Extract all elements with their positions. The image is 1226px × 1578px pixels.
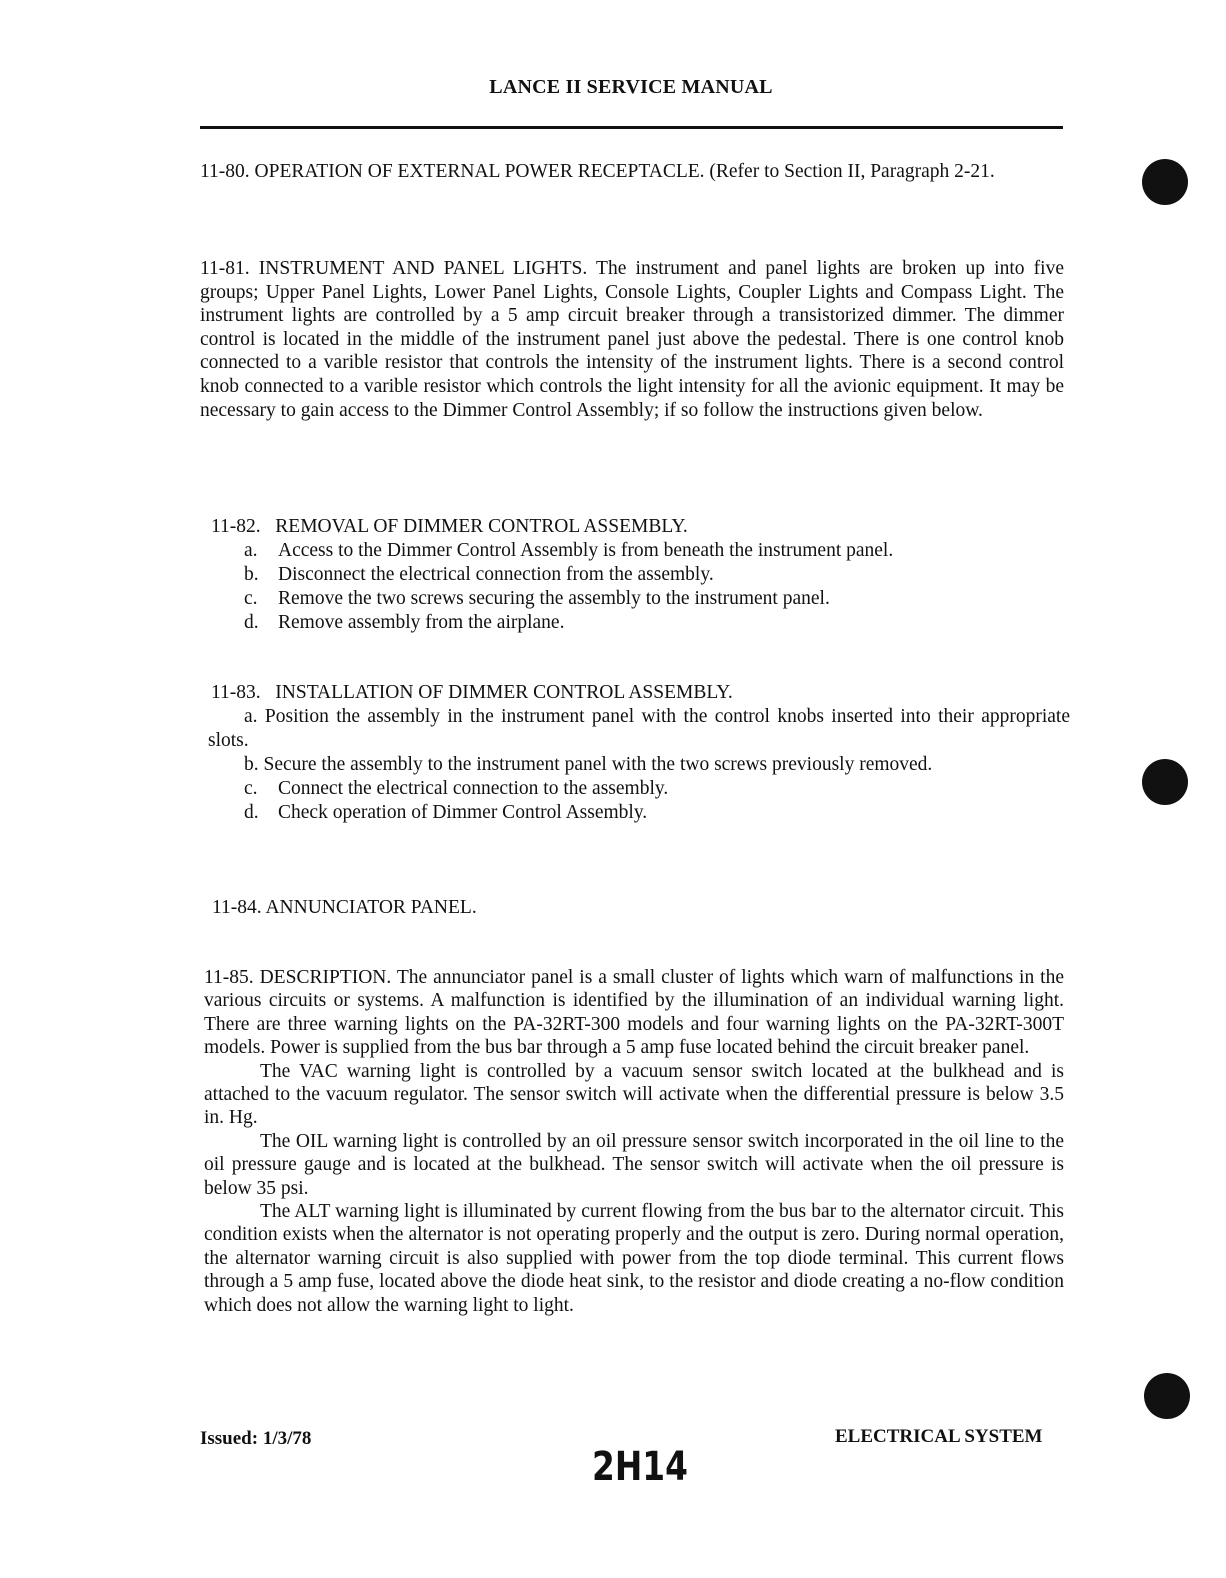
- step-label: b.: [244, 564, 259, 585]
- install-step-a: a. Position the assembly in the instrument panel with the control knobs inserted into their appropriate slots.: [208, 706, 1070, 751]
- footer-issued-date: Issued: 1/3/78: [200, 1428, 312, 1449]
- footer-fiche-number: 2H14: [592, 1444, 688, 1490]
- list-item: [244, 611, 1071, 635]
- removal-steps-list: [244, 539, 1071, 635]
- install-steps-list: [244, 777, 1070, 825]
- step-text: Connect the electrical connection to the assembly.: [278, 778, 669, 799]
- section-11-85: [204, 966, 1064, 1317]
- section-11-84-heading: 11-84. ANNUNCIATOR PANEL.: [212, 897, 477, 918]
- list-item: [244, 539, 1071, 563]
- step-label: a.: [244, 540, 258, 561]
- section-11-80-text: 11-80. OPERATION OF EXTERNAL POWER RECEPTACLE. (Refer to Section II, Paragraph 2-21.: [200, 161, 995, 182]
- step-text: Access to the Dimmer Control Assembly is from beneath the instrument panel.: [278, 540, 894, 561]
- install-step-b: b. Secure the assembly to the instrument panel with the two screws previously removed.: [244, 754, 933, 775]
- step-label: d.: [244, 802, 259, 823]
- punch-hole: [1142, 759, 1188, 805]
- section-11-85-p4: The ALT warning light is illuminated by current flowing from the bus bar to the alternator circuit. This condition exists when the alternator is not operating properly and the output is zero. During normal operation, the alternator warning circuit is also supplied with power from the top diode terminal. This current flows through a 5 amp fuse, located above the diode heat sink, to the resistor and diode creating a no-flow condition which does not allow the warning light to light.: [204, 1201, 1064, 1316]
- step-text: Disconnect the electrical connection from the assembly.: [278, 564, 714, 585]
- page-header-title: LANCE II SERVICE MANUAL: [489, 76, 773, 98]
- list-item: [244, 587, 1071, 611]
- section-11-83-heading: 11-83. INSTALLATION OF DIMMER CONTROL ASSEMBLY.: [211, 682, 733, 703]
- section-11-83: [208, 681, 1070, 825]
- section-11-81-text: 11-81. INSTRUMENT AND PANEL LIGHTS. The instrument and panel lights are broken up into five groups; Upper Panel Lights, Lower Panel Lights, Console Lights, Coupler Lights and Compass Light. The instrument lights are controlled by a 5 amp circuit breaker through a transistorized dimmer. The dimmer control is located in the middle of the instrument panel just above the pedestal. There is one control knob connected to a varible resistor that controls the intensity of the instrument lights. There is a second control knob connected to a varible resistor which controls the light intensity for all the avionic equipment. It may be necessary to gain access to the Dimmer Control Assembly; if so follow the instructions given below.: [200, 258, 1064, 421]
- list-item: [244, 777, 1070, 801]
- section-11-85-p3: The OIL warning light is controlled by an oil pressure sensor switch incorporated in the oil line to the oil pressure gauge and is located at the bulkhead. The sensor switch will activate when the oil pressure is below 35 psi.: [204, 1130, 1064, 1199]
- step-text: Remove assembly from the airplane.: [278, 612, 565, 633]
- step-text: Check operation of Dimmer Control Assembly.: [278, 802, 648, 823]
- step-label: d.: [244, 612, 259, 633]
- section-11-85-p2: The VAC warning light is controlled by a vacuum sensor switch located at the bulkhead and is attached to the vacuum regulator. The sensor switch will activate when the differential pressure is below 3.5 in. Hg.: [204, 1060, 1064, 1129]
- section-11-80: [200, 160, 1064, 184]
- section-11-82: [211, 515, 1071, 635]
- section-11-81: [200, 257, 1064, 422]
- list-item: [244, 563, 1071, 587]
- step-label: c.: [244, 588, 258, 609]
- list-item: [244, 801, 1070, 825]
- section-11-85-p1: 11-85. DESCRIPTION. The annunciator panel is a small cluster of lights which warn of malfunctions in the various circuits or systems. A malfunction is identified by the illumination of an individual warning light. There are three warning lights on the PA-32RT-300 models and four warning lights on the PA-32RT-300T models. Power is supplied from the bus bar through a 5 amp fuse located behind the circuit breaker panel.: [204, 967, 1064, 1059]
- punch-hole: [1142, 159, 1188, 205]
- header-rule: [200, 126, 1063, 129]
- punch-hole: [1144, 1373, 1190, 1419]
- step-text: Remove the two screws securing the assembly to the instrument panel.: [278, 588, 830, 609]
- section-11-82-heading: 11-82. REMOVAL OF DIMMER CONTROL ASSEMBLY.: [211, 516, 688, 537]
- step-label: c.: [244, 778, 258, 799]
- footer-section-name: ELECTRICAL SYSTEM: [835, 1426, 1043, 1447]
